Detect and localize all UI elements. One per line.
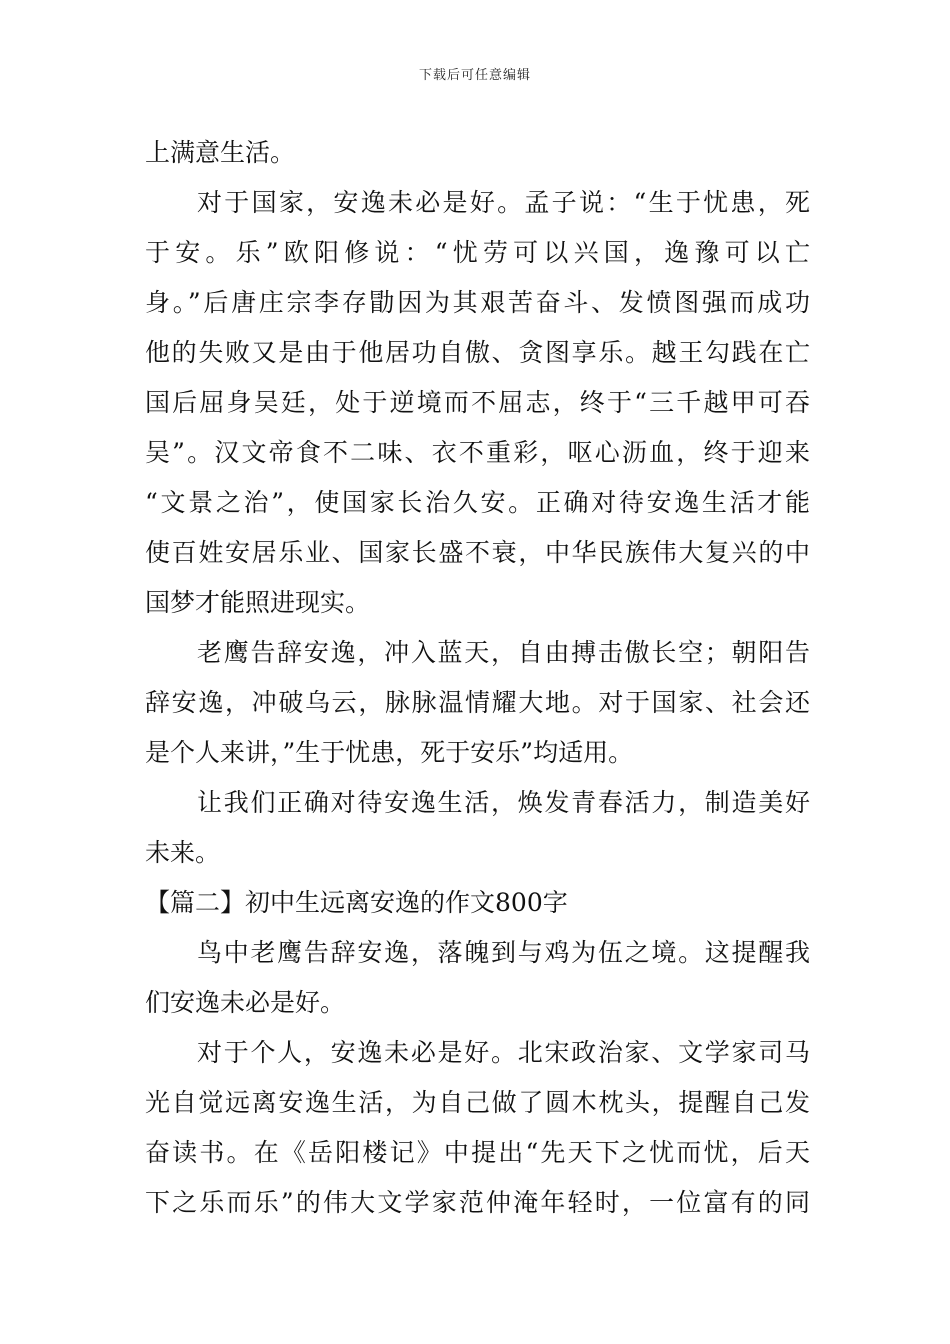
- text-line: 老鹰告辞安逸，冲入蓝天，自由搏击傲长空；朝阳告: [197, 638, 810, 667]
- text-line: 辞安逸，冲破乌云，脉脉温情耀大地。对于国家、社会还: [145, 688, 810, 717]
- text-line: 国梦才能照进现实。: [145, 588, 371, 617]
- text-line: 鸟中老鹰告辞安逸，落魄到与鸡为伍之境。这提醒我: [197, 938, 810, 967]
- text-line: 身。”后唐庄宗李存勖因为其艰苦奋斗、发愤图强而成功: [145, 288, 810, 317]
- text-line: 们安逸未必是好。: [145, 988, 346, 1017]
- text-line: 国后屈身吴廷，处于逆境而不屈志，终于“三千越甲可吞: [145, 388, 810, 417]
- text-line: 奋读书。在《岳阳楼记》中提出“先天下之忧而忧，后天: [145, 1138, 810, 1167]
- text-line: 上满意生活。: [145, 138, 296, 167]
- text-line: 使百姓安居乐业、国家长盛不衰，中华民族伟大复兴的中: [145, 538, 810, 567]
- text-line: 【篇二】初中生远离安逸的作文800字: [145, 888, 568, 917]
- page-header: 下载后可任意编辑: [418, 68, 531, 83]
- text-line: 对于个人，安逸未必是好。北宋政治家、文学家司马: [197, 1038, 810, 1067]
- document-body: [145, 128, 810, 1228]
- text-line: 对于国家，安逸未必是好。孟子说：“生于忧患，死: [197, 188, 810, 217]
- text-line: 让我们正确对待安逸生活，焕发青春活力，制造美好: [197, 788, 810, 817]
- text-line: 于安。乐”欧阳修说：“忧劳可以兴国，逸豫可以亡: [145, 238, 810, 267]
- text-line: 吴”。汉文帝食不二味、衣不重彩，呕心沥血，终于迎来: [145, 438, 810, 467]
- text-line: 未来。: [145, 838, 221, 867]
- text-line: 他的失败又是由于他居功自傲、贪图享乐。越王勾践在亡: [145, 338, 810, 367]
- text-line: 光自觉远离安逸生活，为自己做了圆木枕头，提醒自己发: [145, 1088, 810, 1117]
- text-line: 是个人来讲，”生于忧患，死于安乐”均适用。: [145, 738, 634, 767]
- text-line: 下之乐而乐”的伟大文学家范仲淹年轻时，一位富有的同: [145, 1188, 810, 1217]
- text-line: “文景之治”，使国家长治久安。正确对待安逸生活才能: [145, 488, 810, 517]
